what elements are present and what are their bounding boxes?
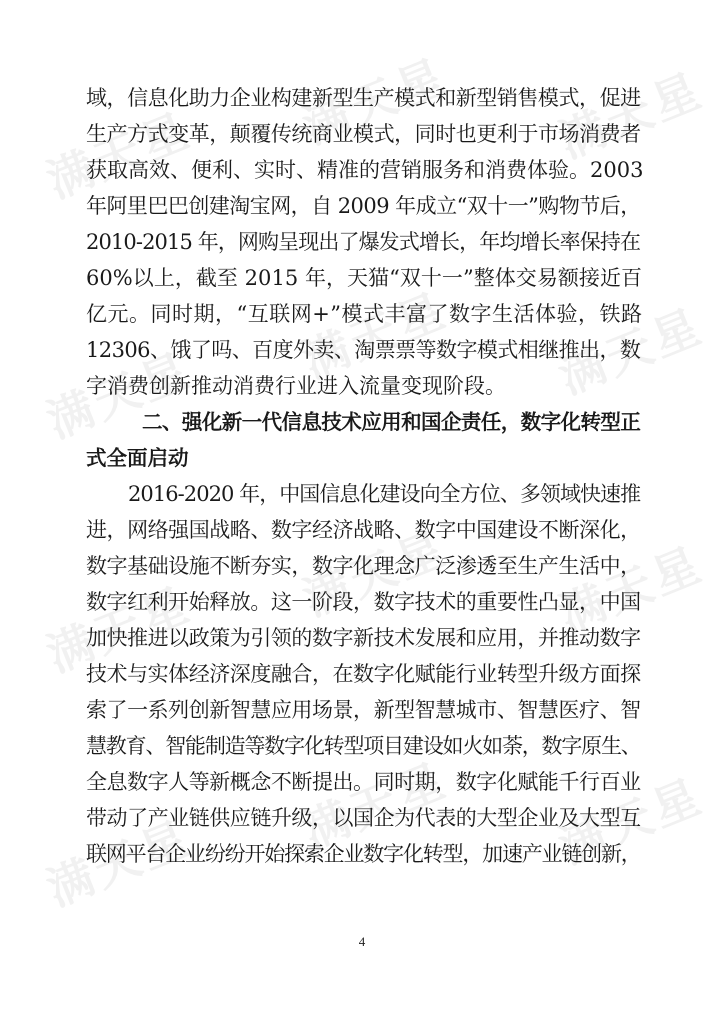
text-line: 2016-2020 年，中国信息化建设向全方位、多领域快速推 [128,482,641,506]
page-number: 4 [358,934,366,949]
text-line: 慧教育、智能制造等数字化转型项目建设如火如荼，数字原生、 [86,734,641,758]
body-text [86,80,642,872]
heading-line: 式全面启动 [86,446,189,470]
text-line: 域，信息化助力企业构建新型生产模式和新型销售模式，促进 [86,86,641,110]
watermark: 满天星 [39,576,199,683]
text-line: 数字基础设施不断夯实，数字化理念广泛渗透至生产生活中， [86,554,641,578]
text-line: 带动了产业链供应链升级，以国企为代表的大型企业及大型互 [86,806,641,830]
watermark: 满天星 [295,282,455,389]
watermark: 满天星 [295,520,455,627]
watermark: 满天星 [551,536,711,643]
heading-line: 二、强化新一代信息技术应用和国企责任，数字化转型正 [142,410,641,434]
text-line: 加快推进以政策为引领的数字新技术发展和应用，并推动数字 [86,626,641,650]
text-line: 进，网络强国战略、数字经济战略、数字中国建设不断深化， [86,518,641,542]
watermark: 满天星 [39,342,199,449]
text-line: 技术与实体经济深度融合，在数字化赋能行业转型升级方面探 [86,662,641,686]
text-line: 亿元。同时期，“互联网+”模式丰富了数字生活体验，铁路 [86,302,643,326]
text-line: 生产方式变革，颠覆传统商业模式，同时也更利于市场消费者 [86,122,641,146]
text-line: 字消费创新推动消费行业进入流量变现阶段。 [86,374,506,398]
text-line: 全息数字人等新概念不断提出。同时期，数字化赋能千行百业 [86,770,641,794]
watermark: 满天星 [295,752,455,859]
watermark: 满天星 [295,48,455,155]
text-line: 数字红利开始释放。这一阶段，数字技术的重要性凸显，中国 [86,590,641,614]
paragraph-2 [86,476,642,872]
watermark: 满天星 [39,810,199,917]
text-line: 索了一系列创新智慧应用场景，新型智慧城市、智慧医疗、智 [86,698,641,722]
watermark: 满天星 [551,62,711,169]
text-line: 2010-2015 年，网购呈现出了爆发式增长，年均增长率保持在 [86,230,641,254]
paragraph-1 [86,80,642,404]
watermark: 满天星 [551,298,711,405]
text-line: 12306、饿了吗、百度外卖、淘票票等数字模式相继推出，数 [86,338,641,362]
watermark: 满天星 [551,768,711,875]
watermark: 满天星 [39,102,199,209]
text-line: 年阿里巴巴创建淘宝网，自 2009 年成立“双十一”购物节后， [86,194,641,218]
text-line: 获取高效、便利、实时、精准的营销服务和消费体验。2003 [86,158,644,182]
text-line: 60%以上，截至 2015 年，天猫“双十一”整体交易额接近百 [86,266,643,290]
text-line: 联网平台企业纷纷开始探索企业数字化转型，加速产业链创新， [86,842,641,866]
section-heading [86,404,642,476]
